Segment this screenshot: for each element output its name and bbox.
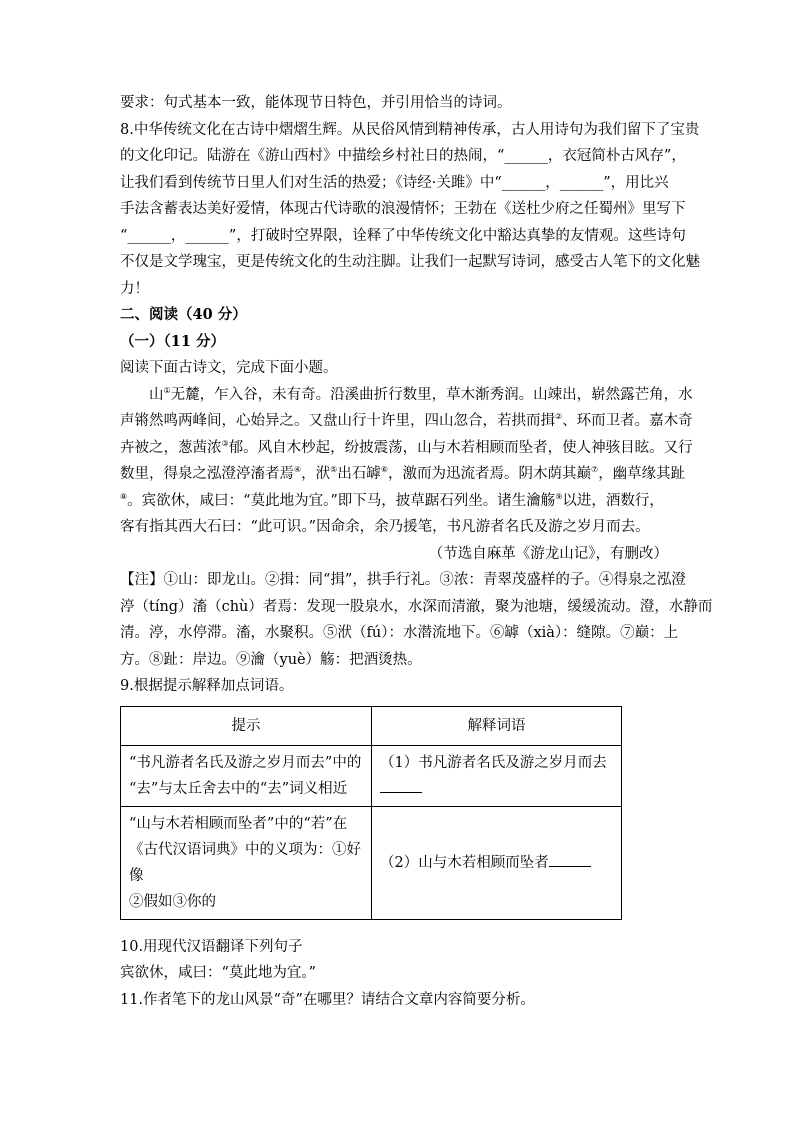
annotations (120, 567, 713, 673)
passage-line-5: ⑧。宾欲休，咸曰：“莫此地为宜。”即下马，披草踞石列坐。诸生瀹觞⑨以进，酒数行， (120, 491, 664, 509)
section-title: 二、阅读（40 分） (120, 306, 247, 323)
passage-line-1: 山①无麓，乍入谷，未有奇。沿溪曲折行数里，草木渐秀润。山竦出，崭然露芒角，水 (149, 385, 693, 403)
sub-section-title: （一）（11 分） (120, 332, 225, 350)
row1-answer-cell[interactable]: （1）书凡游者名氏及游之岁月而去 (372, 745, 622, 806)
question-8 (120, 117, 700, 303)
document-page (120, 90, 713, 1013)
row2-answer-cell[interactable]: （2）山与木若相顾而坠者 (372, 806, 622, 919)
row2-hint-cell: “山与木若相顾而坠者”中的“若”在 《古代汉语词典》中的义项为：①好像 ②假如③你的 (121, 806, 372, 919)
q8-line-2: 的文化印记。陆游在《游山西村》中描绘乡村社日的热闹，“______，衣冠简朴古风存”， (120, 148, 686, 164)
q8-line-7: 力！ (120, 280, 149, 297)
requirement-text: 要求：句式基本一致，能体现节日特色，并引用恰当的诗词。 (120, 95, 512, 111)
header-hint: 提示 (121, 706, 372, 745)
answer-blank-2[interactable] (549, 854, 591, 867)
notes-line-4: 方。⑧趾：岸边。⑨瀹（yuè）觞：把酒烫热。 (120, 651, 422, 668)
passage-source: （节选自麻革《游龙山记》，有删改） (428, 545, 668, 562)
q8-line-3: 让我们看到传统节日里人们对生活的热爱；《诗经·关雎》中“______，______”，用比兴 (120, 174, 669, 191)
q9-table (120, 706, 622, 920)
question-11-title: 11.作者笔下的龙山风景“奇”在哪里？请结合文章内容简要分析。 (120, 991, 535, 1008)
passage-line-2: 声锵然鸣两峰间，心始异之。又盘山行十许里，四山忽合，若拱而揖②、环而卫者。嘉木奇 (120, 412, 693, 429)
table-row (121, 745, 622, 806)
notes-line-1: 【注】①山：即龙山。②揖：同“揖”，拱手行礼。③浓：青翠茂盛样的子。④得泉之泓澄 (120, 572, 686, 588)
passage-line-6: 客有指其西大石曰：“此可识。”因命余，余乃援笔，书凡游者名氏及游之岁月而去。 (120, 519, 650, 535)
classical-passage (120, 382, 693, 568)
header-explain: 解释词语 (372, 706, 622, 745)
question-9-title: 9.根据提示解释加点词语。 (120, 678, 294, 694)
row1-hint-cell: “书凡游者名氏及游之岁月而去”中的 “去”与太丘舍去中的“去”词义相近 (121, 745, 372, 806)
notes-line-3: 清。渟，水停滞。滀，水聚积。⑤洑（fú）：水潜流地下。⑥罅（xià）：缝隙。⑦巅：上 (120, 625, 679, 641)
q8-line-6: 不仅是文学瑰宝，更是传统文化的生动注脚。让我们一起默写诗词，感受古人笔下的文化魅 (120, 254, 700, 270)
table-header-row (121, 706, 622, 745)
q8-line-4: 手法含蓄表达美好爱情，体现古代诗歌的浪漫情怀；王勃在《送杜少府之任蜀州》里写下 (120, 201, 686, 217)
answer-blank-1[interactable] (380, 780, 422, 793)
q8-line-5: “______，______”，打破时空界限，诠释了中华传统文化中豁达真挚的友情观。这些诗句 (120, 227, 686, 244)
table-row (121, 806, 622, 919)
passage-line-4: 数里，得泉之泓澄渟滀者焉④，洑⑤出石罅⑥，激而为迅流者焉。阴木荫其巅⑦，幽草缘其趾 (120, 465, 686, 482)
question-10-title: 10.用现代汉语翻译下列句子 (120, 938, 303, 955)
notes-line-2: 渟（tíng）滀（chù）者焉：发现一股泉水，水深而清澈，聚为池塘，缓缓流动。澄，水静而 (120, 598, 713, 615)
question-10-sentence: 宾欲休，咸曰：“莫此地为宜。” (120, 965, 317, 981)
q8-line-1: 8.中华传统文化在古诗中熠熠生辉。从民俗风情到精神传承，古人用诗句为我们留下了宝贵 (120, 121, 700, 138)
passage-line-3: 卉被之，葱茜浓③郁。风自木杪起，纷披震荡，山与木若相顾而坠者，使人神骇目眩。又行 (120, 438, 693, 456)
reading-instruction: 阅读下面古诗文，完成下面小题。 (120, 360, 338, 376)
